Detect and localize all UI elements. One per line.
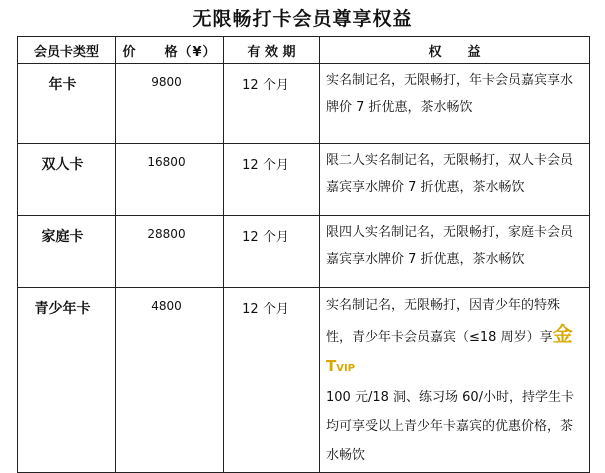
page-title: 无限畅打卡会员尊享权益 [192, 8, 413, 30]
period-cell: 12 个月 [224, 216, 320, 288]
card-type-cell: 青少年卡 [18, 288, 116, 473]
period-cell: 12 个月 [224, 288, 320, 473]
tvip-t: T [326, 357, 337, 375]
benefit-cell: 实名制记名，无限畅打，年卡会员嘉宾享水牌价 7 折优惠，茶水畅饮 [320, 64, 590, 144]
table-row [18, 288, 590, 473]
period-cell: 12 个月 [224, 144, 320, 216]
table-header-row [18, 37, 590, 64]
period-cell: 12 个月 [224, 64, 320, 144]
header-benefits: 权 益 [320, 37, 590, 64]
benefit-cell [320, 288, 590, 473]
benefit-cell: 限二人实名制记名，无限畅打，双人卡会员嘉宾享水牌价 7 折优惠，茶水畅饮 [320, 144, 590, 216]
header-period: 有 效 期 [224, 37, 320, 64]
gold-vip-logo: 金 [552, 322, 573, 346]
table-row [18, 216, 590, 288]
benefit-text-part1: 实名制记名，无限畅打，因青少年的特殊性，青少年卡会员嘉宾（≤18 周岁）享 [326, 298, 561, 345]
price-cell: 16800 [116, 144, 224, 216]
header-price: 价 格（¥） [116, 37, 224, 64]
membership-benefits-table [17, 36, 590, 473]
tvip-small: VIP [336, 363, 356, 374]
card-type-cell: 年卡 [18, 64, 116, 144]
benefit-text-part2: 100 元/18 洞、练习场 60/小时，持学生卡均可享受以上青少年卡嘉宾的优惠价格，茶水畅饮 [326, 390, 575, 463]
tvip-logo [326, 357, 355, 375]
price-cell: 28800 [116, 216, 224, 288]
price-cell: 9800 [116, 64, 224, 144]
header-card-type: 会员卡类型 [18, 37, 116, 64]
table-row [18, 64, 590, 144]
table-row [18, 144, 590, 216]
card-type-cell: 家庭卡 [18, 216, 116, 288]
benefit-cell: 限四人实名制记名，无限畅打，家庭卡会员嘉宾享水牌价 7 折优惠，茶水畅饮 [320, 216, 590, 288]
card-type-cell: 双人卡 [18, 144, 116, 216]
price-cell: 4800 [116, 288, 224, 473]
